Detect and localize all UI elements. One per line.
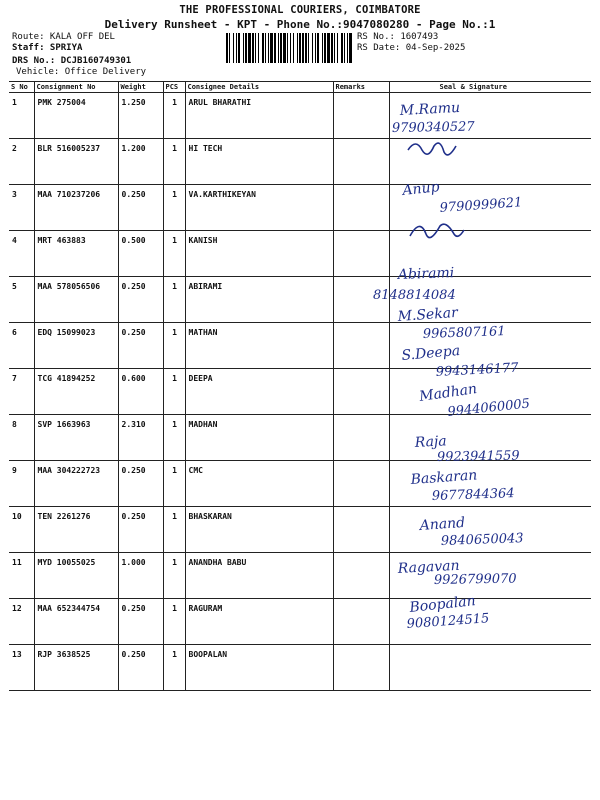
cell-consignee: BHASKARAN [185, 507, 333, 553]
cell-pcs: 1 [163, 185, 185, 231]
cell-weight: 0.500 [118, 231, 163, 277]
cell-weight: 0.250 [118, 323, 163, 369]
route-label: Route: KALA OFF DEL [12, 32, 115, 42]
col-consignee: Consignee Details [185, 82, 333, 93]
drs-number: DRS No.: DCJB160749301 [12, 56, 132, 66]
col-pcs: PCS [163, 82, 185, 93]
cell-consignee: KANISH [185, 231, 333, 277]
staff-label: Staff: SPRIYA [12, 43, 83, 53]
cell-weight: 1.200 [118, 139, 163, 185]
cell-weight: 0.250 [118, 461, 163, 507]
cell-sno: 11 [9, 553, 34, 599]
cell-sno: 4 [9, 231, 34, 277]
signature-phone: 9943146177 [435, 360, 519, 380]
cell-weight: 1.000 [118, 553, 163, 599]
cell-consignee: HI TECH [185, 139, 333, 185]
cell-consignee: CMC [185, 461, 333, 507]
cell-consignee: ABIRAMI [185, 277, 333, 323]
cell-consignee: BOOPALAN [185, 645, 333, 691]
cell-pcs: 1 [163, 231, 185, 277]
signature-phone: 9790340527 [391, 119, 475, 136]
col-sno: S No [9, 82, 34, 93]
signature-name: Baskaran [410, 467, 478, 488]
signature-scribble [408, 143, 456, 155]
signature-phone: 9080124515 [406, 611, 490, 632]
cell-sno: 1 [9, 93, 34, 139]
cell-consignment: MAA 652344754 [34, 599, 118, 645]
signature-phone: 9944060005 [446, 396, 531, 420]
cell-consignment: PMK 275004 [34, 93, 118, 139]
signature-name: Anup [401, 179, 441, 199]
cell-pcs: 1 [163, 139, 185, 185]
signature-name: S.Deepa [400, 342, 461, 364]
cell-consignment: RJP 3638525 [34, 645, 118, 691]
cell-pcs: 1 [163, 369, 185, 415]
col-consignment: Consignment No [34, 82, 118, 93]
signature-phone: 9840650043 [440, 531, 524, 549]
cell-weight: 1.250 [118, 93, 163, 139]
cell-weight: 0.250 [118, 645, 163, 691]
cell-consignment: TCG 41894252 [34, 369, 118, 415]
signature-name: Boopalan [408, 593, 477, 616]
cell-sno: 3 [9, 185, 34, 231]
cell-weight: 0.250 [118, 599, 163, 645]
col-remarks: Remarks [333, 82, 389, 93]
cell-consignment: EDQ 15099023 [34, 323, 118, 369]
company-title: THE PROFESSIONAL COURIERS, COIMBATORE [179, 4, 421, 16]
cell-weight: 0.250 [118, 185, 163, 231]
col-weight: Weight [118, 82, 163, 93]
cell-consignment: MAA 304222723 [34, 461, 118, 507]
cell-sno: 2 [9, 139, 34, 185]
rs-number: RS No.: 1607493 [357, 32, 439, 42]
signature-phone: 9677844364 [431, 486, 515, 504]
cell-pcs: 1 [163, 599, 185, 645]
signature-name: Madhan [418, 381, 479, 405]
runsheet-subtitle: Delivery Runsheet - KPT - Phone No.:9047080280 - Page No.:1 [104, 18, 496, 31]
signature-phone: 9926799070 [433, 571, 517, 588]
rs-date: RS Date: 04-Sep-2025 [357, 43, 466, 53]
signature-phone: 9923941559 [436, 448, 520, 465]
cell-consignee: ARUL BHARATHI [185, 93, 333, 139]
cell-consignee: RAGURAM [185, 599, 333, 645]
cell-consignment: MAA 710237206 [34, 185, 118, 231]
signature-name: Raja [414, 433, 448, 451]
cell-consignment: MYD 10055025 [34, 553, 118, 599]
cell-consignee: VA.KARTHIKEYAN [185, 185, 333, 231]
signature-scribble [410, 224, 464, 237]
col-signature: Seal & Signature [389, 82, 591, 93]
signature-name: Ragavan [397, 557, 460, 577]
cell-weight: 0.250 [118, 507, 163, 553]
cell-consignment: TEN 2261276 [34, 507, 118, 553]
cell-weight: 2.310 [118, 415, 163, 461]
cell-weight: 0.600 [118, 369, 163, 415]
cell-pcs: 1 [163, 323, 185, 369]
cell-pcs: 1 [163, 645, 185, 691]
cell-sno: 8 [9, 415, 34, 461]
cell-sno: 6 [9, 323, 34, 369]
cell-sno: 10 [9, 507, 34, 553]
signature-name: Abirami [397, 265, 455, 283]
cell-consignment: MRT 463883 [34, 231, 118, 277]
signature-name: Anand [419, 514, 466, 534]
cell-sno: 13 [9, 645, 34, 691]
cell-consignment: SVP 1663963 [34, 415, 118, 461]
cell-consignee: MADHAN [185, 415, 333, 461]
vehicle-label: Vehicle: Office Delivery [16, 67, 147, 77]
signature-phone: 8148814084 [373, 288, 456, 303]
cell-pcs: 1 [163, 415, 185, 461]
cell-consignee: MATHAN [185, 323, 333, 369]
cell-consignee: ANANDHA BABU [185, 553, 333, 599]
signature-name: M.Ramu [399, 99, 461, 119]
cell-consignment: BLR 516005237 [34, 139, 118, 185]
signature-phone: 9965807161 [422, 324, 506, 342]
cell-pcs: 1 [163, 553, 185, 599]
cell-pcs: 1 [163, 93, 185, 139]
cell-pcs: 1 [163, 277, 185, 323]
cell-consignment: MAA 578056506 [34, 277, 118, 323]
cell-sno: 9 [9, 461, 34, 507]
cell-pcs: 1 [163, 507, 185, 553]
cell-consignee: DEEPA [185, 369, 333, 415]
signature-phone: 9790999621 [439, 195, 523, 216]
cell-sno: 7 [9, 369, 34, 415]
signature-name: M.Sekar [397, 304, 459, 325]
cell-sno: 12 [9, 599, 34, 645]
cell-pcs: 1 [163, 461, 185, 507]
cell-sno: 5 [9, 277, 34, 323]
cell-weight: 0.250 [118, 277, 163, 323]
